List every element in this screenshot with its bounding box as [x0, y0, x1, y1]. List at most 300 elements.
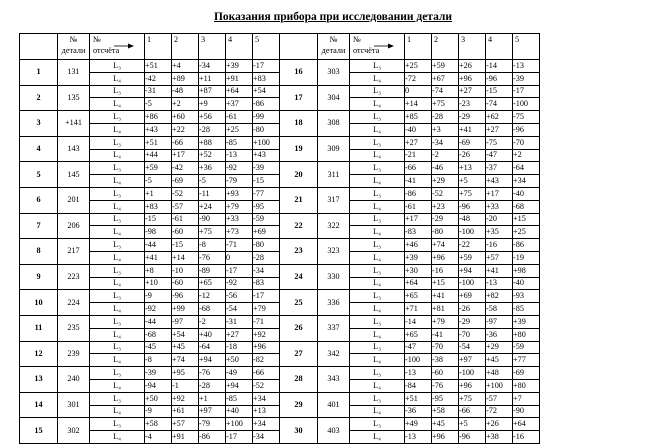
detail-number: 235 [58, 315, 90, 341]
reading-value: -34 [253, 431, 280, 444]
detail-number: 206 [58, 213, 90, 239]
reference-label: L₃ [350, 367, 405, 380]
reading-value: -5 [145, 98, 172, 111]
reading-value: -69 [459, 136, 486, 149]
reading-value: -96 [459, 200, 486, 213]
row-number: 10 [20, 290, 58, 316]
reference-label: L₃ [90, 162, 145, 175]
reading-value: +64 [405, 277, 432, 290]
reading-value: +65 [199, 277, 226, 290]
reading-value: -20 [486, 213, 513, 226]
reference-label: L₃ [350, 111, 405, 124]
reading-value: +58 [145, 418, 172, 431]
reference-label: L₃ [90, 418, 145, 431]
reading-value: -66 [405, 162, 432, 175]
reading-value: +98 [513, 264, 540, 277]
reading-value: +45 [486, 354, 513, 367]
table-row [20, 111, 540, 124]
reading-value: +94 [199, 354, 226, 367]
reference-label: L₄ [90, 123, 145, 136]
reading-value: +10 [145, 277, 172, 290]
reading-value: +26 [486, 418, 513, 431]
header-reference-label: отсчёта [353, 46, 380, 55]
reading-value: -74 [432, 85, 459, 98]
reading-value: +51 [145, 60, 172, 73]
reading-value: -85 [226, 136, 253, 149]
reading-value: -17 [226, 431, 253, 444]
table-row [20, 60, 540, 73]
reading-value: -56 [226, 290, 253, 303]
reading-value: -26 [459, 149, 486, 162]
reading-value: -59 [253, 213, 280, 226]
reading-value: -31 [226, 315, 253, 328]
reading-value: -13 [405, 431, 432, 444]
reading-value: +92 [172, 392, 199, 405]
reading-value: -96 [459, 431, 486, 444]
reading-value: -40 [405, 123, 432, 136]
table-row [20, 136, 540, 149]
table-row [20, 315, 540, 328]
reading-value: +100 [253, 136, 280, 149]
row-number: 23 [280, 239, 318, 265]
reading-value: +83 [145, 200, 172, 213]
reading-value: -22 [459, 239, 486, 252]
reading-value: -95 [253, 200, 280, 213]
detail-number: 317 [318, 187, 350, 213]
reading-value: +38 [486, 431, 513, 444]
reading-value: -59 [513, 341, 540, 354]
reading-value: +96 [432, 431, 459, 444]
reference-label: L₄ [350, 123, 405, 136]
reading-value: -8 [145, 354, 172, 367]
reference-label: L₃ [350, 392, 405, 405]
row-number: 28 [280, 367, 318, 393]
reading-value: +96 [459, 72, 486, 85]
reading-value: -26 [459, 303, 486, 316]
reading-value: -13 [486, 277, 513, 290]
reading-value: +25 [405, 60, 432, 73]
reading-value: -5 [145, 175, 172, 188]
reading-value: -60 [172, 277, 199, 290]
reading-value: -100 [459, 277, 486, 290]
detail-number: +141 [58, 111, 90, 137]
reading-value: +69 [459, 290, 486, 303]
reading-value: -17 [253, 290, 280, 303]
row-number: 17 [280, 85, 318, 111]
row-number: 18 [280, 111, 318, 137]
reading-value: +33 [486, 200, 513, 213]
detail-number: 342 [318, 341, 350, 367]
row-number: 20 [280, 162, 318, 188]
reading-value: +96 [432, 251, 459, 264]
reading-value: -37 [486, 162, 513, 175]
table-row [20, 290, 540, 303]
header-column-label: 5 [255, 35, 260, 44]
table-row [20, 162, 540, 175]
reading-value: +100 [226, 418, 253, 431]
reading-value: +75 [459, 187, 486, 200]
arrow-right-icon [374, 43, 394, 49]
reading-value: -80 [253, 123, 280, 136]
detail-number: 239 [58, 341, 90, 367]
header-column-cell [226, 34, 253, 60]
reading-value: +37 [226, 98, 253, 111]
reading-value: +43 [486, 175, 513, 188]
header-detail-num: № [69, 35, 78, 44]
detail-number: 145 [58, 162, 90, 188]
reading-value: +89 [172, 72, 199, 85]
reading-value: +74 [432, 239, 459, 252]
reading-value: +33 [226, 213, 253, 226]
reading-value: -99 [253, 111, 280, 124]
reference-label: L₃ [90, 213, 145, 226]
reading-value: -75 [513, 111, 540, 124]
detail-number: 240 [58, 367, 90, 393]
reference-label: L₃ [90, 392, 145, 405]
reading-value: +95 [172, 367, 199, 380]
reading-value: -29 [459, 315, 486, 328]
reading-value: -58 [486, 303, 513, 316]
reading-value: -2 [432, 149, 459, 162]
reading-value: -42 [145, 72, 172, 85]
reading-value: -94 [145, 379, 172, 392]
reading-value: -40 [513, 277, 540, 290]
reading-value: -47 [405, 341, 432, 354]
reading-value: +71 [405, 303, 432, 316]
reading-value: +64 [513, 418, 540, 431]
reading-value: +80 [513, 379, 540, 392]
reading-value: +77 [513, 354, 540, 367]
reference-label: L₃ [90, 315, 145, 328]
reference-label: L₃ [350, 162, 405, 175]
row-number: 5 [20, 162, 58, 188]
reading-value: -12 [199, 290, 226, 303]
reading-value: +27 [405, 136, 432, 149]
detail-number: 303 [318, 60, 350, 86]
reading-value: +96 [253, 341, 280, 354]
reading-value: +97 [459, 354, 486, 367]
header-column-label: 2 [434, 35, 439, 44]
reading-value: -39 [253, 162, 280, 175]
table-row [20, 341, 540, 354]
header-column-cell [486, 34, 513, 60]
reference-label: L₄ [350, 405, 405, 418]
reading-value: -75 [486, 136, 513, 149]
detail-number: 135 [58, 85, 90, 111]
reading-value: +39 [513, 315, 540, 328]
reading-value: -17 [253, 60, 280, 73]
reference-label: L₃ [90, 187, 145, 200]
reading-value: +86 [145, 111, 172, 124]
reading-value: -44 [145, 239, 172, 252]
reference-label: L₃ [350, 418, 405, 431]
table-row [20, 213, 540, 226]
reading-value: +43 [145, 123, 172, 136]
row-number: 30 [280, 418, 318, 444]
reference-label: L₃ [90, 239, 145, 252]
detail-number: 301 [58, 392, 90, 418]
reading-value: +59 [145, 162, 172, 175]
row-number: 4 [20, 136, 58, 162]
reading-value: +8 [145, 264, 172, 277]
reading-value: +45 [172, 341, 199, 354]
reading-value: +45 [432, 418, 459, 431]
reading-value: -28 [199, 379, 226, 392]
reference-label: L₃ [90, 60, 145, 73]
reading-value: +60 [172, 111, 199, 124]
reference-label: L₄ [350, 277, 405, 290]
header-column-cell [432, 34, 459, 60]
header-empty-cell [20, 34, 58, 60]
reading-value: -42 [172, 162, 199, 175]
reading-value: -28 [199, 123, 226, 136]
reading-value: -13 [226, 149, 253, 162]
reading-value: -68 [145, 328, 172, 341]
reading-value: -69 [172, 175, 199, 188]
header-reference-cell [90, 34, 145, 60]
reading-value: -28 [253, 251, 280, 264]
reading-value: -36 [486, 328, 513, 341]
reading-value: -34 [199, 60, 226, 73]
row-number: 2 [20, 85, 58, 111]
row-number: 12 [20, 341, 58, 367]
reading-value: +48 [486, 367, 513, 380]
reading-value: -36 [405, 405, 432, 418]
detail-number: 302 [58, 418, 90, 444]
reading-value: +75 [459, 392, 486, 405]
reading-value: -29 [432, 213, 459, 226]
reading-value: +57 [486, 251, 513, 264]
header-column-label: 5 [515, 35, 520, 44]
reading-value: +65 [405, 290, 432, 303]
reference-label: L₃ [90, 111, 145, 124]
reading-value: -18 [226, 341, 253, 354]
reading-value: -29 [459, 111, 486, 124]
header-detail-cell [318, 34, 350, 60]
reading-value: -14 [486, 60, 513, 73]
reference-label: L₃ [90, 341, 145, 354]
row-number: 25 [280, 290, 318, 316]
reading-value: -85 [513, 303, 540, 316]
reading-value: +75 [199, 226, 226, 239]
reading-value: -15 [172, 239, 199, 252]
reading-value: -97 [172, 315, 199, 328]
reading-value: -70 [513, 136, 540, 149]
reading-value: -85 [226, 392, 253, 405]
reference-label: L₃ [90, 136, 145, 149]
reading-value: -41 [405, 175, 432, 188]
detail-number: 343 [318, 367, 350, 393]
reading-value: -84 [405, 379, 432, 392]
reference-label: L₃ [350, 239, 405, 252]
reference-label: L₄ [350, 72, 405, 85]
reading-value: -52 [172, 187, 199, 200]
reading-value: +25 [513, 226, 540, 239]
reading-value: -98 [145, 226, 172, 239]
reading-value: +27 [226, 328, 253, 341]
reference-label: L₃ [90, 290, 145, 303]
reading-value: +92 [253, 328, 280, 341]
reference-label: L₄ [350, 431, 405, 444]
reading-value: +41 [486, 264, 513, 277]
row-number: 16 [280, 60, 318, 86]
reading-value: -54 [459, 341, 486, 354]
reading-value: +15 [432, 277, 459, 290]
reading-value: +17 [405, 213, 432, 226]
reading-value: -15 [486, 85, 513, 98]
reading-value: +17 [172, 149, 199, 162]
table-header-row [20, 34, 540, 60]
reading-value: -38 [432, 354, 459, 367]
reading-value: +82 [486, 290, 513, 303]
reference-label: L₄ [350, 379, 405, 392]
header-column-label: 2 [174, 35, 179, 44]
row-number: 11 [20, 315, 58, 341]
row-number: 7 [20, 213, 58, 239]
table-row [20, 239, 540, 252]
table-row [20, 392, 540, 405]
reading-value: +39 [405, 251, 432, 264]
reading-value: -48 [172, 85, 199, 98]
reading-value: -9 [145, 290, 172, 303]
detail-number: 401 [318, 392, 350, 418]
reference-label: L₄ [90, 175, 145, 188]
header-reference-num: № [353, 35, 361, 44]
reading-value: +97 [199, 405, 226, 418]
row-number: 3 [20, 111, 58, 137]
reading-value: +51 [405, 392, 432, 405]
reading-value: +65 [405, 328, 432, 341]
reading-value: +34 [253, 392, 280, 405]
reading-value: -16 [486, 239, 513, 252]
reading-value: +79 [432, 315, 459, 328]
detail-number: 304 [318, 85, 350, 111]
reading-value: -69 [513, 367, 540, 380]
reading-value: -80 [253, 239, 280, 252]
detail-number: 224 [58, 290, 90, 316]
reading-value: +9 [199, 98, 226, 111]
header-detail-num: № [329, 35, 338, 44]
reading-value: -96 [486, 72, 513, 85]
detail-number: 131 [58, 60, 90, 86]
header-column-cell [145, 34, 172, 60]
row-number: 13 [20, 367, 58, 393]
header-column-cell [405, 34, 432, 60]
reading-value: +75 [432, 98, 459, 111]
reading-value: 0 [405, 85, 432, 98]
reference-label: L₃ [90, 367, 145, 380]
reading-value: -40 [513, 187, 540, 200]
reading-value: +36 [199, 162, 226, 175]
reading-value: +94 [459, 264, 486, 277]
reading-value: +80 [513, 328, 540, 341]
reading-value: +54 [172, 328, 199, 341]
reading-value: +99 [172, 303, 199, 316]
reading-value: -57 [172, 200, 199, 213]
detail-number: 217 [58, 239, 90, 265]
header-reference-num: № [93, 35, 101, 44]
reading-value: +59 [459, 251, 486, 264]
reading-value: +35 [486, 226, 513, 239]
header-column-label: 1 [147, 35, 152, 44]
row-number: 1 [20, 60, 58, 86]
reading-value: -15 [145, 213, 172, 226]
row-number: 22 [280, 213, 318, 239]
reading-value: -66 [172, 136, 199, 149]
reading-value: -39 [513, 72, 540, 85]
reading-value: -2 [199, 315, 226, 328]
reading-value: +64 [226, 85, 253, 98]
reading-value: -97 [486, 315, 513, 328]
reading-value: +41 [459, 123, 486, 136]
reading-value: +52 [199, 149, 226, 162]
reference-label: L₄ [90, 328, 145, 341]
reading-value: -70 [459, 328, 486, 341]
reading-value: -31 [145, 85, 172, 98]
reference-label: L₄ [90, 354, 145, 367]
reading-value: +14 [172, 251, 199, 264]
reading-value: -64 [513, 162, 540, 175]
reading-value: +7 [513, 392, 540, 405]
reference-label: L₃ [350, 187, 405, 200]
header-empty-cell [280, 34, 318, 60]
reading-value: +57 [172, 418, 199, 431]
detail-number: 223 [58, 264, 90, 290]
reading-value: +30 [405, 264, 432, 277]
detail-number: 201 [58, 187, 90, 213]
page-title: Показания прибора при исследовании детали [213, 11, 453, 23]
reading-value: +73 [226, 226, 253, 239]
reference-label: L₄ [350, 251, 405, 264]
reading-value: -72 [486, 405, 513, 418]
reading-value: +27 [486, 123, 513, 136]
row-number: 29 [280, 392, 318, 418]
header-reference-label: отсчёта [93, 46, 120, 55]
reading-value: -100 [459, 367, 486, 380]
reading-value: -80 [432, 226, 459, 239]
reading-value: +23 [432, 200, 459, 213]
reading-value: -76 [432, 379, 459, 392]
header-column-cell [172, 34, 199, 60]
row-number: 21 [280, 187, 318, 213]
header-column-cell [459, 34, 486, 60]
reading-value: -86 [253, 98, 280, 111]
reference-label: L₃ [350, 290, 405, 303]
reference-label: L₃ [350, 315, 405, 328]
reference-label: L₃ [90, 264, 145, 277]
reading-value: -49 [226, 367, 253, 380]
reading-value: -95 [432, 392, 459, 405]
reading-value: +50 [226, 354, 253, 367]
reading-value: -46 [432, 162, 459, 175]
reading-value: -15 [253, 175, 280, 188]
reading-value: -83 [253, 277, 280, 290]
reading-value: -19 [513, 251, 540, 264]
reading-value: -90 [513, 405, 540, 418]
reading-value: +62 [486, 111, 513, 124]
reading-value: +2 [172, 98, 199, 111]
reading-value: +41 [432, 290, 459, 303]
reading-value: +54 [253, 85, 280, 98]
table-row [20, 187, 540, 200]
row-number: 8 [20, 239, 58, 265]
reading-value: -61 [226, 111, 253, 124]
reference-label: L₄ [90, 72, 145, 85]
reference-label: L₄ [90, 98, 145, 111]
detail-number: 323 [318, 239, 350, 265]
reading-value: +49 [405, 418, 432, 431]
header-column-cell [199, 34, 226, 60]
